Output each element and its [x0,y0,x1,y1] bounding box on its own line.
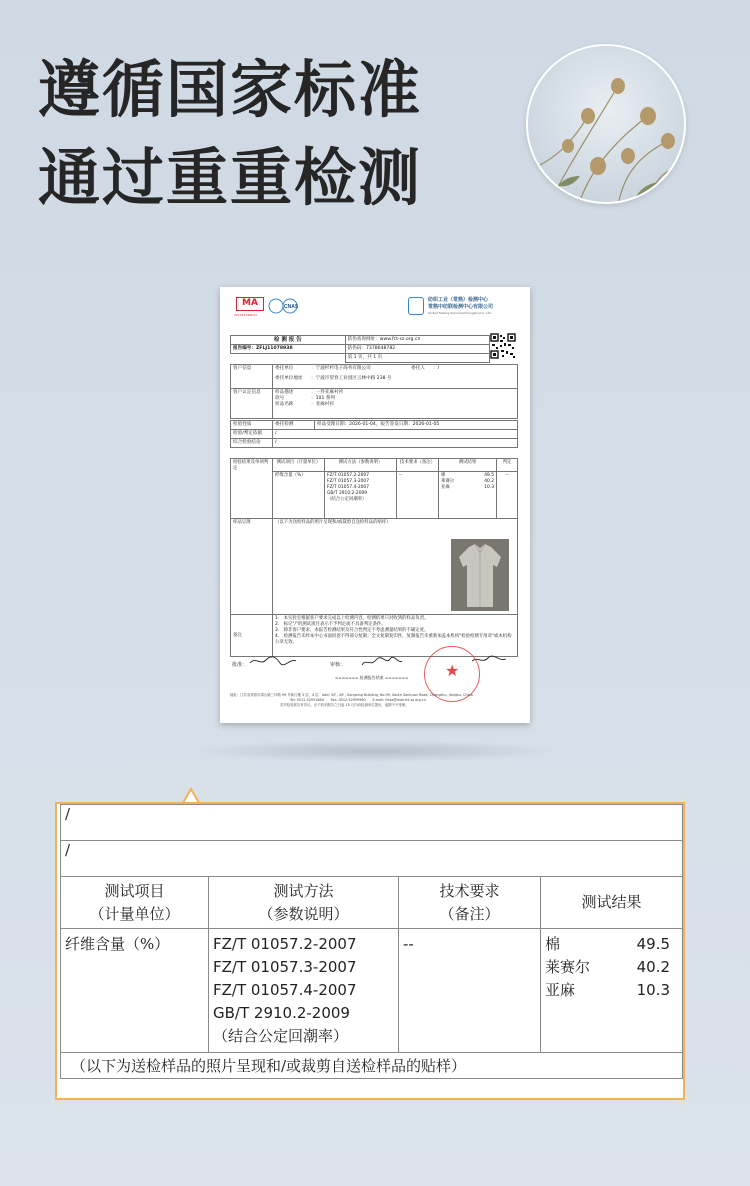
footer-address: 地址：江苏省常熟市虞山镇三环路 99 号新行楼 3 层、4 层 Add: 3/F., 4/F., Gongxing Building, No.99, South Sanhuan Road, Changshu, Jiangsu, China [230,693,473,697]
conclusion-label: 综合检验结论 [231,439,273,448]
zoom-result-value: 10.3 [636,981,670,999]
sample-info-label: 客户认定信息 [231,389,273,419]
qr-code-icon [490,333,516,359]
remark-3: 3. 除非客户要求，本报告检测结果及符合性判定不考虑测量结果的不确定度。 [275,628,429,633]
zoom-photo-note: （以下为送检样品的照片呈现和/或裁剪自送检样品的贴样） [61,1053,683,1079]
client-person-label: 委托人 [411,366,425,371]
cma-number: 221411340033 [234,313,257,317]
client-unit-label: 委托单位 [275,366,294,371]
zoom-methods [209,929,399,1053]
col-method: 测试方法（参数说明） [325,459,397,472]
center-logo-icon [408,297,424,315]
style-number: ：101 系列 [311,396,336,401]
report-header [220,287,530,327]
reviewer-signature [360,655,404,669]
zoom-result-row [545,933,678,956]
headline [38,46,422,222]
row-result-name: 棉 [441,472,446,478]
report-end-mark: ======= 检测报告结束 ======= [335,675,409,680]
headline-line-1: 遵循国家标准 [38,53,423,126]
zoom-result-value: 40.2 [636,958,670,976]
cnas-logo [268,295,316,317]
row-result-value: 10.3 [484,484,494,490]
basis-label: 检验/判定依据 [231,430,273,439]
client-person: ：/ [433,366,440,371]
zoom-item: 纤维含量（%） [61,929,209,1053]
results-label: 检验结果及单项判定 [231,459,273,519]
sample-desc-label: 样品描述 [275,390,294,395]
col-item: 测试项目（计量单位） [273,459,325,472]
row-item: 纤维含量（%） [273,471,325,518]
row-method-1: FZ/T 01057.2-2007 [327,472,370,478]
stamp-star-icon: ★ [445,661,460,680]
zoom-row-2: / [61,841,683,877]
sample-name: ：亚麻衬衫 [311,402,334,407]
row-methods [325,471,397,518]
center-name-1: 纺织工业（常熟）检测中心 [428,297,489,303]
verify-code: 防伪码：7378648782 [345,345,489,354]
zoom-col-item [61,877,209,929]
row-method-3: FZ/T 01057.4-2007 [327,484,370,490]
inspection-table [230,420,518,448]
cma-logo: MA [236,297,264,311]
results-table [230,458,518,657]
style-label: 款号 [275,396,285,401]
zoom-result-row [545,956,678,979]
zoom-results [541,929,683,1053]
row-result-value: 40.2 [484,478,494,484]
client-info-table [230,364,518,419]
col-result: 测试结果 [439,459,497,472]
zoom-col-item-title: 测试项目 [104,881,165,900]
row-method-note: （结合公定回潮率） [327,496,367,502]
page-info: 第 1 页，共 1 页 [345,354,489,363]
report-number: 报告编号：ZFLJ11078938 [231,345,346,354]
row-method-2: FZ/T 01057.3-2007 [327,478,370,484]
report-footer [230,693,520,708]
row-requirement: -- [397,471,439,518]
zoom-method-note: （结合公定回潮率） [213,1027,349,1045]
zoom-method: GB/T 2910.2-2009 [213,1004,350,1022]
col-judge: 判定 [497,459,518,472]
zoom-col-method [209,877,399,929]
zoom-method: FZ/T 01057.3-2007 [213,958,357,976]
zoom-col-method-title: 测试方法 [273,881,334,900]
zoom-col-item-unit: （计量单位） [89,904,180,923]
zoom-result-name: 莱赛尔 [545,958,591,976]
col-requirement: 技术要求（备注） [397,459,439,472]
remark-2: 2. 标记"/"的测试项目表示不予判定或不具备判定条件。 [275,622,386,627]
client-unit: ：宁波杉杉电子商务有限公司 [311,366,371,371]
report-title-table [230,335,490,363]
client-address-label: 委托单位地址 [275,376,303,381]
center-name-en: United Testing Services(Changshu)Co.,Ltd. [428,311,492,315]
review-label: 审核： [330,662,346,668]
zoom-result-value: 49.5 [636,935,670,953]
sample-name-label: 样品名称 [275,402,294,407]
zoom-method: FZ/T 01057.2-2007 [213,935,357,953]
zoom-result-name: 棉 [545,935,561,953]
shirt-sample-photo [451,539,509,611]
basis-value: / [273,430,518,439]
zoom-col-method-param: （参数说明） [258,904,349,923]
row-result-name: 莱赛尔 [441,478,455,484]
photo-label: 样品呈现 [231,519,273,615]
photo-note: （以下为送检样品的照片呈现和/或裁剪自送检样品的贴样） [275,520,391,525]
center-name [428,297,493,311]
zoomed-results-table [60,804,683,1079]
cnas-label: CNAS [284,304,299,310]
headline-line-2: 通过重重检测 [38,141,423,214]
approve-label: 批准： [232,662,248,668]
remarks [273,615,518,657]
inspection-type: 委托检测 [273,421,315,430]
report-title: 检 测 报 告 [231,336,346,345]
approver-signature [248,654,298,668]
zoom-col-req-title: 技术要求 [439,881,500,900]
zoom-requirement: -- [399,929,541,1053]
inspection-type-label: 检验性质 [231,421,273,430]
sample-desc: ：一件亚麻衬衫 [311,390,344,395]
verify-site: 防伪查询网址：www.fct-sz.org.cn [345,336,489,345]
row-method-4: GB/T 2910.2-2009 [327,490,368,496]
row-results [439,471,497,518]
remark-4: 4. 检测报告未经本中心书面同意不得部分复制；全文复制复印件，复制报告未重新加盖本机构"检验检测专用章"或本机构公章无效。 [275,634,512,645]
row-result-name: 亚麻 [441,484,450,490]
zoom-method: FZ/T 01057.4-2007 [213,981,357,999]
date-info: 样品受理日期：2026-01-04，报告签发日期：2026-01-05 [315,421,518,430]
zoom-row-1: / [61,805,683,841]
client-address: ：宁波市望春工业园区云林中路 238 号 [311,376,392,381]
row-judge: -- [497,471,518,518]
remark-1: 1. 本实验室根据客户要求完成以上检测内容，检测结果只对收到的样品负责。 [275,616,429,621]
zoom-result-name: 亚麻 [545,981,576,999]
row-result-value: 49.5 [484,472,494,478]
zoomed-results-panel [55,802,685,1100]
footer-contact: Tel: 0512-52951880 Fax: 0512-52959960 E-mail: fctsz@mail.fct-sz.org.cn [290,698,426,702]
center-name-2: 常熟中纺联检测中心有限公司 [428,304,494,310]
zoom-result-row [545,979,678,1002]
zoom-col-result: 测试结果 [541,877,683,929]
client-info-label: 客户信息 [231,365,273,389]
conclusion-value: / [273,439,518,448]
report-shadow [190,740,560,762]
zoom-col-req-note: （备注） [439,904,500,923]
footer-notice: 若对检验报告有异议，应于收到报告之日起 15 日内向检测单位提出，逾期不予受理。 [280,703,409,707]
zoom-col-requirement [399,877,541,929]
flax-plant-photo [526,44,686,204]
remarks-label: 备注 [231,615,273,657]
